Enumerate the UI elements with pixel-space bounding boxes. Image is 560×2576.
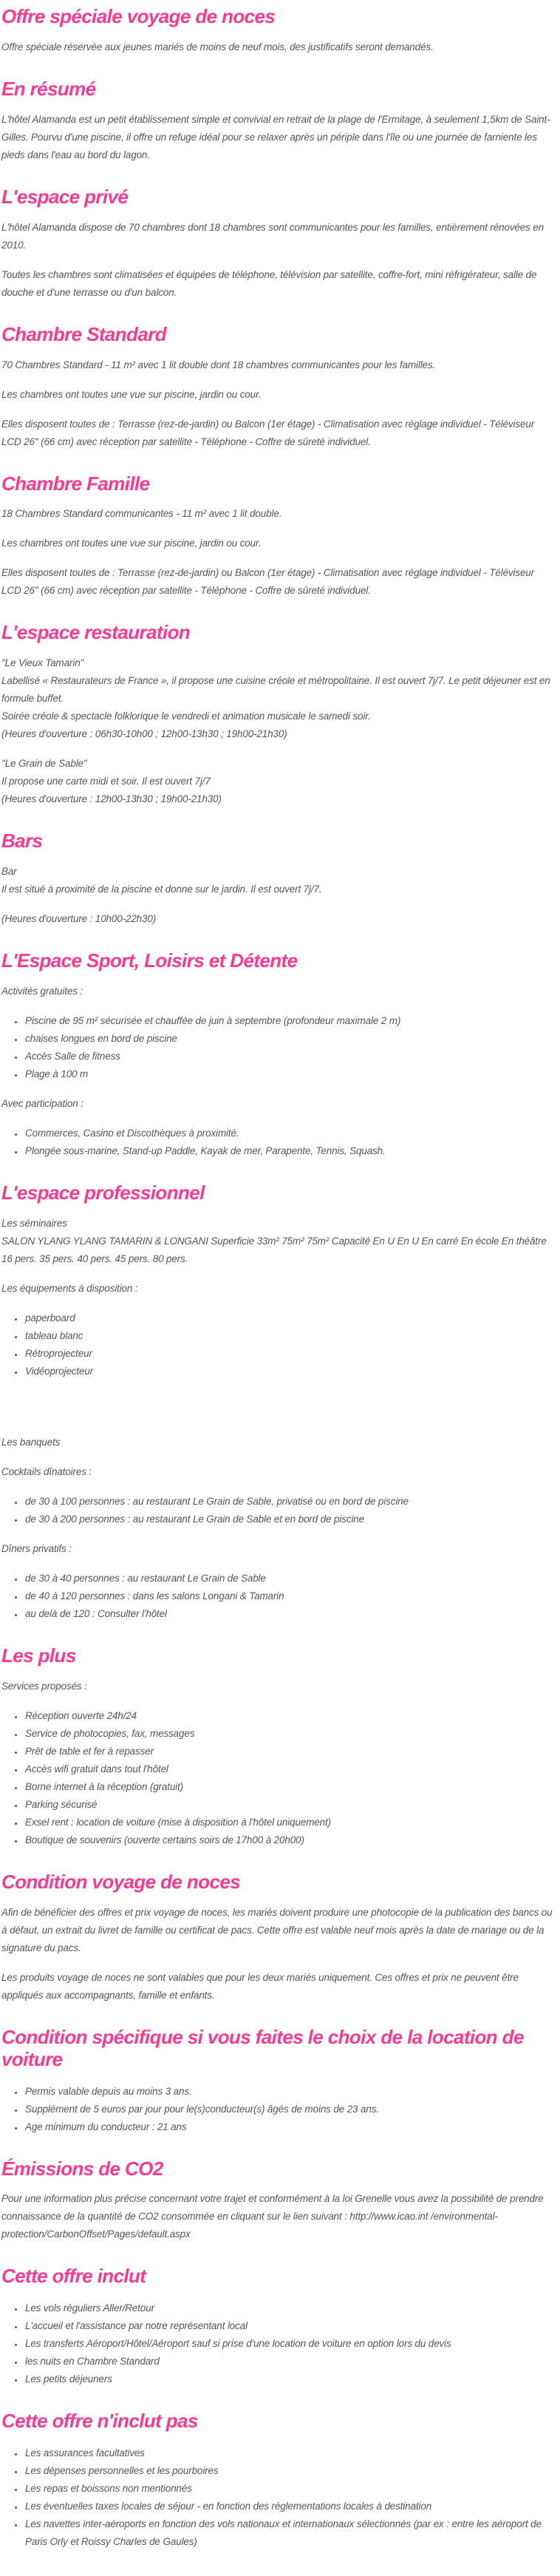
bullet-item: • Les transferts Aéroport/Hôtel/Aéroport sauf si prise d'une location de voiture en option lors du devis (24, 2335, 553, 2353)
bullet-item: • paperboard (24, 1309, 553, 1327)
bullet-list (1, 2083, 553, 2136)
section-heading: Chambre Standard (1, 322, 167, 345)
section-heading: Bars (1, 830, 43, 853)
paragraph-line: Services proposés : (1, 1680, 87, 1692)
paragraph (1, 1095, 553, 1113)
bullet-item: • les nuits en Chambre Standard (24, 2353, 553, 2370)
section-heading: Cette offre inclut (1, 2265, 146, 2288)
bullet-list (1, 1125, 553, 1160)
bullet-item: • Plage à 100 m (24, 1065, 553, 1083)
bullet-item: • L'accueil et l'assistance par notre représentant local (24, 2317, 553, 2335)
paragraph-line: Les chambres ont toutes une vue sur piscine, jardin ou cour. (1, 538, 262, 549)
bullet-list (1, 1309, 553, 1380)
bullet-list (1, 2444, 553, 2551)
paragraph (1, 1463, 553, 1481)
section-heading: Chambre Famille (1, 472, 150, 495)
section (1, 950, 553, 1160)
section (1, 1645, 553, 1849)
paragraph (1, 1280, 553, 1298)
paragraph-line: Les séminaires (1, 1218, 67, 1230)
paragraph-line: Elles disposent toutes de : Terrasse (rez-de-jardin) ou Balcon (1er étage) - Climatisation avec réglage individuel - Téléviseur LCD 26" (66 cm) avec réception par satellite - Téléphone - Coffre de sûreté individuel. (1, 418, 535, 447)
section-heading: L'Espace Sport, Loisirs et Détente (1, 949, 298, 972)
bullet-item: • Service de photocopies, fax, messages (24, 1725, 553, 1743)
bullet-list (1, 1012, 553, 1083)
paragraph-line: Toutes les chambres sont climatisées et équipées de téléphone, télévision par satellite, coffre-fort, mini réfrigérateur, salle de douche et d'une terrasse ou d'un balcon. (1, 268, 537, 298)
bullet-item: • de 40 à 120 personnes : dans les salons Longani & Tamarin (24, 1587, 553, 1605)
section-heading: L'espace professionnel (1, 1182, 205, 1204)
paragraph (1, 38, 553, 56)
section-heading: Émissions de CO2 (1, 2157, 163, 2180)
paragraph-line: Les équipements à disposition : (1, 1283, 138, 1295)
paragraph-line: L'hôtel Alamanda dispose de 70 chambres dont 18 chambres sont communicantes pour les familles, entièrement rénovées en 2010. (1, 221, 544, 251)
paragraph (1, 910, 553, 928)
section-heading: En résumé (1, 77, 96, 100)
section-heading: L'espace privé (1, 185, 129, 208)
paragraph-line: Les produits voyage de noces ne sont valables que pour les deux mariés uniquement. Ces offres et prix ne peuvent être appliqués aux accompagnants, famille et enfants. (1, 1971, 519, 2001)
section-heading: Offre spéciale voyage de noces (1, 5, 276, 27)
section (1, 622, 553, 808)
section (1, 2265, 553, 2388)
bullet-item: • Réception ouverte 24h/24 (24, 1707, 553, 1725)
paragraph-line: Pour une information plus précise concernant votre trajet et conformément à la loi Grenelle vous avez la possibilité de prendre connaissance de la quantité de CO2 consommée en cliquant sur le lien suivant : http://www.icao.int /environmental-protection/CarbonOffset/Pages/default.aspx (1, 2193, 544, 2240)
bullet-item: • Plongée sous-marine, Stand-up Paddle, Kayak de mer, Parapente, Tennis, Squash. (24, 1142, 553, 1160)
bullet-item: • Les vols réguliers Aller/Retour (24, 2299, 553, 2317)
paragraph-line: SALON YLANG YLANG TAMARIN & LONGANI Superficie 33m² 75m² 75m² Capacité En U En U En carré En école En théâtre 16 pers. 35 pers. 40 pers. 45 pers. 80 pers. (1, 1236, 547, 1265)
paragraph-line: L'hôtel Alamanda est un petit établissement simple et convivial en retrait de la plage de l'Ermitage, à seulement 1,5km de Saint-Gilles. Pourvu d'une piscine, il offre un refuge idéal pour se relaxer après un périple dans l'île ou une journée de farniente les pieds dans l'eau au bord du lagon. (1, 113, 550, 160)
paragraph-line: (Heures d'ouverture : 10h00-22h30) (1, 913, 157, 925)
section (1, 324, 553, 451)
bullet-item: • Les assurances facultatives (24, 2444, 553, 2462)
bullet-item: • Borne internet à la réception (gratuit) (24, 1778, 553, 1796)
paragraph-line: 70 Chambres Standard - 11 m² avec 1 lit double dont 18 chambres communicantes pour les familles. (1, 359, 436, 370)
paragraph-line: Dîners privatifs : (1, 1543, 72, 1555)
bullet-item: • tableau blanc (24, 1327, 553, 1345)
paragraph-line: "Le Vieux Tamarin" (1, 657, 84, 669)
paragraph (1, 416, 553, 451)
paragraph (1, 654, 553, 743)
paragraph (1, 564, 553, 600)
paragraph-line: Les banquets (1, 1437, 61, 1448)
paragraph (1, 1540, 553, 1558)
bullet-item: • Exsel rent : location de voiture (mise à disposition à l'hôtel uniquement) (24, 1814, 553, 1831)
section (1, 1182, 553, 1623)
bullet-item: • Piscine de 95 m² sécurisée et chauffée de juin à septembre (profondeur maximale 2 m) (24, 1012, 553, 1030)
paragraph-line: Labellisé « Restaurateurs de France », il propose une cuisine créole et métropolitaine. Il est ouvert 7j/7. Le petit déjeuner est en formule buffet. (1, 675, 550, 705)
bullet-item: • Accès wifi gratuit dans tout l'hôtel (24, 1760, 553, 1778)
blank-spacer (1, 1392, 553, 1434)
bullet-item: • Les éventuelles taxes locales de séjour - en fonction des réglementations locales à destination (24, 2498, 553, 2515)
bullet-item: • Accès Salle de fitness (24, 1048, 553, 1065)
bullet-list (1, 1707, 553, 1849)
paragraph-line: Il propose une carte midi et soir. Il est ouvert 7j/7 (1, 776, 211, 787)
bullet-list (1, 1570, 553, 1623)
paragraph (1, 535, 553, 552)
paragraph (1, 266, 553, 302)
paragraph-line: Avec participation : (1, 1098, 83, 1110)
section-heading: Condition voyage de noces (1, 1870, 241, 1893)
paragraph (1, 2190, 553, 2243)
paragraph (1, 386, 553, 404)
section (1, 2410, 553, 2551)
paragraph-line: Activités gratuites : (1, 986, 83, 997)
section-heading: Les plus (1, 1644, 76, 1667)
section (1, 473, 553, 600)
bullet-item: • Vidéoprojecteur (24, 1363, 553, 1380)
paragraph-line: Il est situé à proximité de la piscine et donne sur le jardin. Il est ouvert 7j/7. (1, 884, 322, 895)
paragraph (1, 505, 553, 523)
section (1, 1871, 553, 2004)
paragraph-line: Offre spéciale réservée aux jeunes mariés de moins de neuf mois, des justificatifs seront demandés. (1, 41, 434, 52)
bullet-item: • Permis valable depuis au moins 3 ans. (24, 2083, 553, 2101)
bullet-item: • Les dépenses personnelles et les pourboires (24, 2462, 553, 2480)
paragraph-line: Bar (1, 866, 17, 878)
section (1, 78, 553, 164)
bullet-item: • Prêt de table et fer à repasser (24, 1743, 553, 1760)
bullet-item: • de 30 à 40 personnes : au restaurant Le Grain de Sable (24, 1570, 553, 1587)
paragraph-line: Soirée créole & spectacle folklorique le vendredi et animation musicale le samedi soir. (1, 711, 371, 722)
bullet-item: • Les repas et boissons non mentionnés (24, 2480, 553, 2498)
bullet-list (1, 2299, 553, 2388)
bullet-item: • Parking sécurisé (24, 1796, 553, 1814)
bullet-item: • Rétroprojecteur (24, 1345, 553, 1363)
paragraph (1, 863, 553, 898)
section (1, 186, 553, 302)
paragraph (1, 356, 553, 374)
paragraph-line: Cocktails dînatoires : (1, 1466, 92, 1478)
section (1, 830, 553, 928)
paragraph-line: 18 Chambres Standard communicantes - 11 m² avec 1 lit double. (1, 508, 282, 520)
bullet-list (1, 1493, 553, 1528)
bullet-item: • Les petits déjeuners (24, 2370, 553, 2388)
bullet-item: • de 30 à 200 personnes : au restaurant Le Grain de Sable et en bord de piscine (24, 1511, 553, 1528)
paragraph (1, 983, 553, 1000)
paragraph (1, 111, 553, 164)
paragraph (1, 1215, 553, 1268)
paragraph-line: Les chambres ont toutes une vue sur piscine, jardin ou cour. (1, 388, 262, 400)
bullet-item: • Les navettes inter-aéroports en fonction des vols nationaux et internationaux sélectionnés (par ex : entre les aéroport de Paris Orly et Roissy Charles de Gaules) (24, 2515, 553, 2551)
paragraph (1, 1678, 553, 1695)
section-heading: Cette offre n'inclut pas (1, 2410, 198, 2433)
bullet-item: • chaises longues en bord de piscine (24, 1030, 553, 1048)
section (1, 2158, 553, 2244)
paragraph-line: "Le Grain de Sable" (1, 758, 87, 770)
bullet-item: • Age minimum du conducteur : 21 ans (24, 2118, 553, 2136)
paragraph-line: Elles disposent toutes de : Terrasse (rez-de-jardin) ou Balcon (1er étage) - Climatisation avec réglage individuel - Téléviseur LCD 26" (66 cm) avec réception par satellite - Téléphone - Coffre de sûreté individuel. (1, 567, 535, 597)
paragraph (1, 755, 553, 808)
paragraph-line: Afin de bénéficier des offres et prix voyage de noces, les mariés doivent produire une photocopie de la publication des bancs ou à défaut, un extrait du livret de famille ou certificat de pacs. Cette offre est valable neuf mois après la date de mariage ou de la signature du pacs. (1, 1906, 553, 1953)
paragraph-line: (Heures d'ouverture : 12h00-13h30 ; 19h00-21h30) (1, 793, 222, 805)
paragraph (1, 219, 553, 254)
paragraph-line: (Heures d'ouverture : 06h30-10h00 ; 12h00-13h30 ; 19h00-21h30) (1, 728, 287, 740)
section-heading: L'espace restauration (1, 621, 191, 644)
section (1, 6, 553, 56)
bullet-item: • Commerces, Casino et Discothèques à proximité. (24, 1125, 553, 1142)
section-heading: Condition spécifique si vous faites le choix de la location de voiture (1, 2025, 524, 2070)
bullet-item: • de 30 à 100 personnes : au restaurant Le Grain de Sable, privatisé ou en bord de piscine (24, 1493, 553, 1511)
paragraph (1, 1904, 553, 1957)
bullet-item: • Supplément de 5 euros par jour pour le(s)conducteur(s) âgés de moins de 23 ans. (24, 2101, 553, 2118)
paragraph (1, 1969, 553, 2004)
bullet-item: • Boutique de souvenirs (ouverte certains soirs de 17h00 à 20h00) (24, 1831, 553, 1849)
bullet-item: • au delà de 120 : Consulter l'hôtel (24, 1605, 553, 1623)
section (1, 2027, 553, 2136)
paragraph (1, 1434, 553, 1451)
